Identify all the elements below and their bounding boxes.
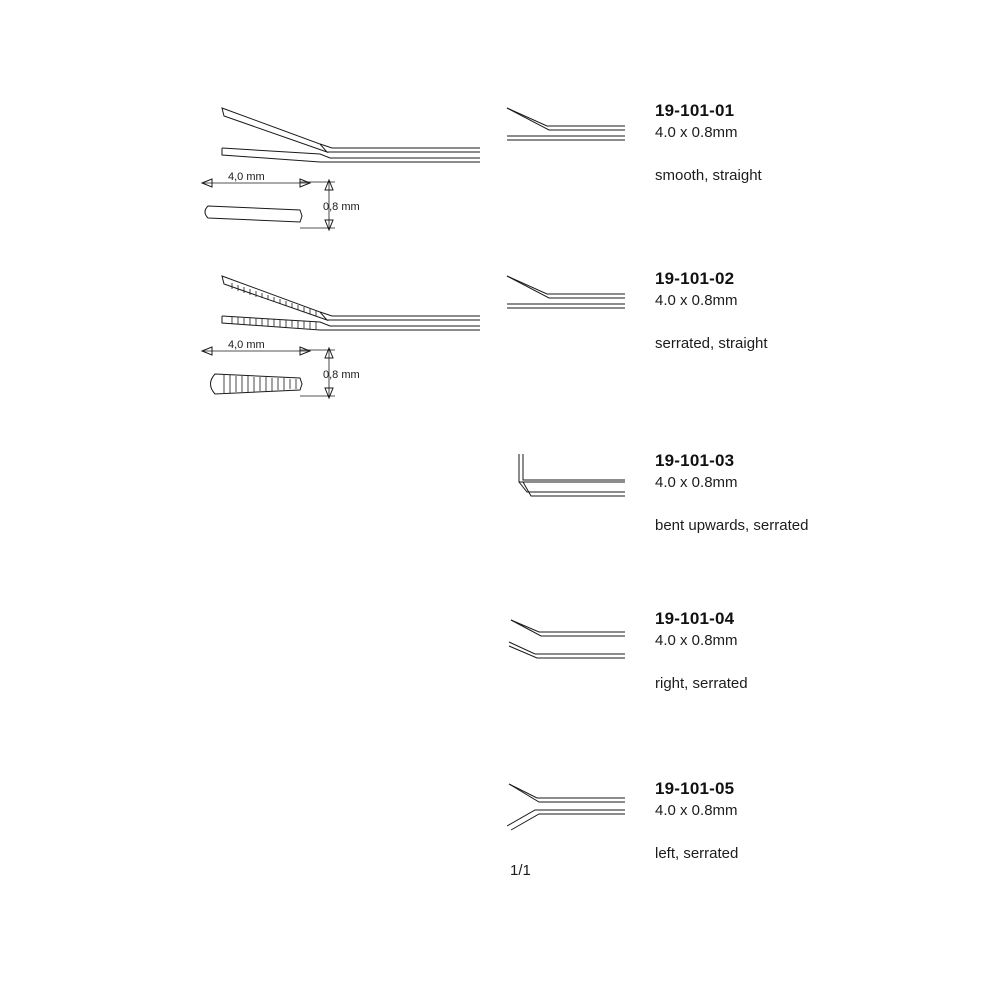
product-code: 19-101-05: [655, 779, 735, 798]
page-number: 1/1: [510, 862, 531, 879]
product-code: 19-101-04: [655, 609, 735, 628]
instrument-detail-drawing-serrated-straight: [180, 268, 480, 428]
product-description: right, serrated: [655, 675, 748, 692]
dimension-width-label: 4,0 mm: [228, 339, 265, 351]
product-description: left, serrated: [655, 845, 739, 862]
product-size: 4.0 x 0.8mm: [655, 802, 738, 820]
product-text-block: [655, 450, 975, 536]
product-size: 4.0 x 0.8mm: [655, 632, 738, 650]
product-size: 4.0 x 0.8mm: [655, 474, 738, 492]
product-code: 19-101-01: [655, 101, 735, 120]
product-text-block: [655, 608, 975, 694]
product-text-block: [655, 100, 975, 186]
instrument-thumbnail-straight: [505, 100, 625, 160]
product-code: 19-101-02: [655, 269, 735, 288]
instrument-detail-drawing-smooth-straight: [180, 100, 480, 260]
dimension-height-label: 0,8 mm: [323, 369, 360, 381]
product-text-block: [655, 778, 975, 864]
product-text-block: [655, 268, 975, 354]
instrument-thumbnail-right: [505, 608, 625, 668]
product-description: bent upwards, serrated: [655, 517, 809, 534]
dimension-height-label: 0,8 mm: [323, 201, 360, 213]
product-size: 4.0 x 0.8mm: [655, 124, 738, 142]
product-code: 19-101-03: [655, 451, 735, 470]
product-size: 4.0 x 0.8mm: [655, 292, 738, 310]
product-description: serrated, straight: [655, 335, 768, 352]
instrument-thumbnail-straight: [505, 268, 625, 328]
instrument-thumbnail-bent-upwards: [505, 450, 625, 510]
instrument-thumbnail-left: [505, 778, 625, 838]
product-description: smooth, straight: [655, 167, 762, 184]
dimension-width-label: 4,0 mm: [228, 171, 265, 183]
